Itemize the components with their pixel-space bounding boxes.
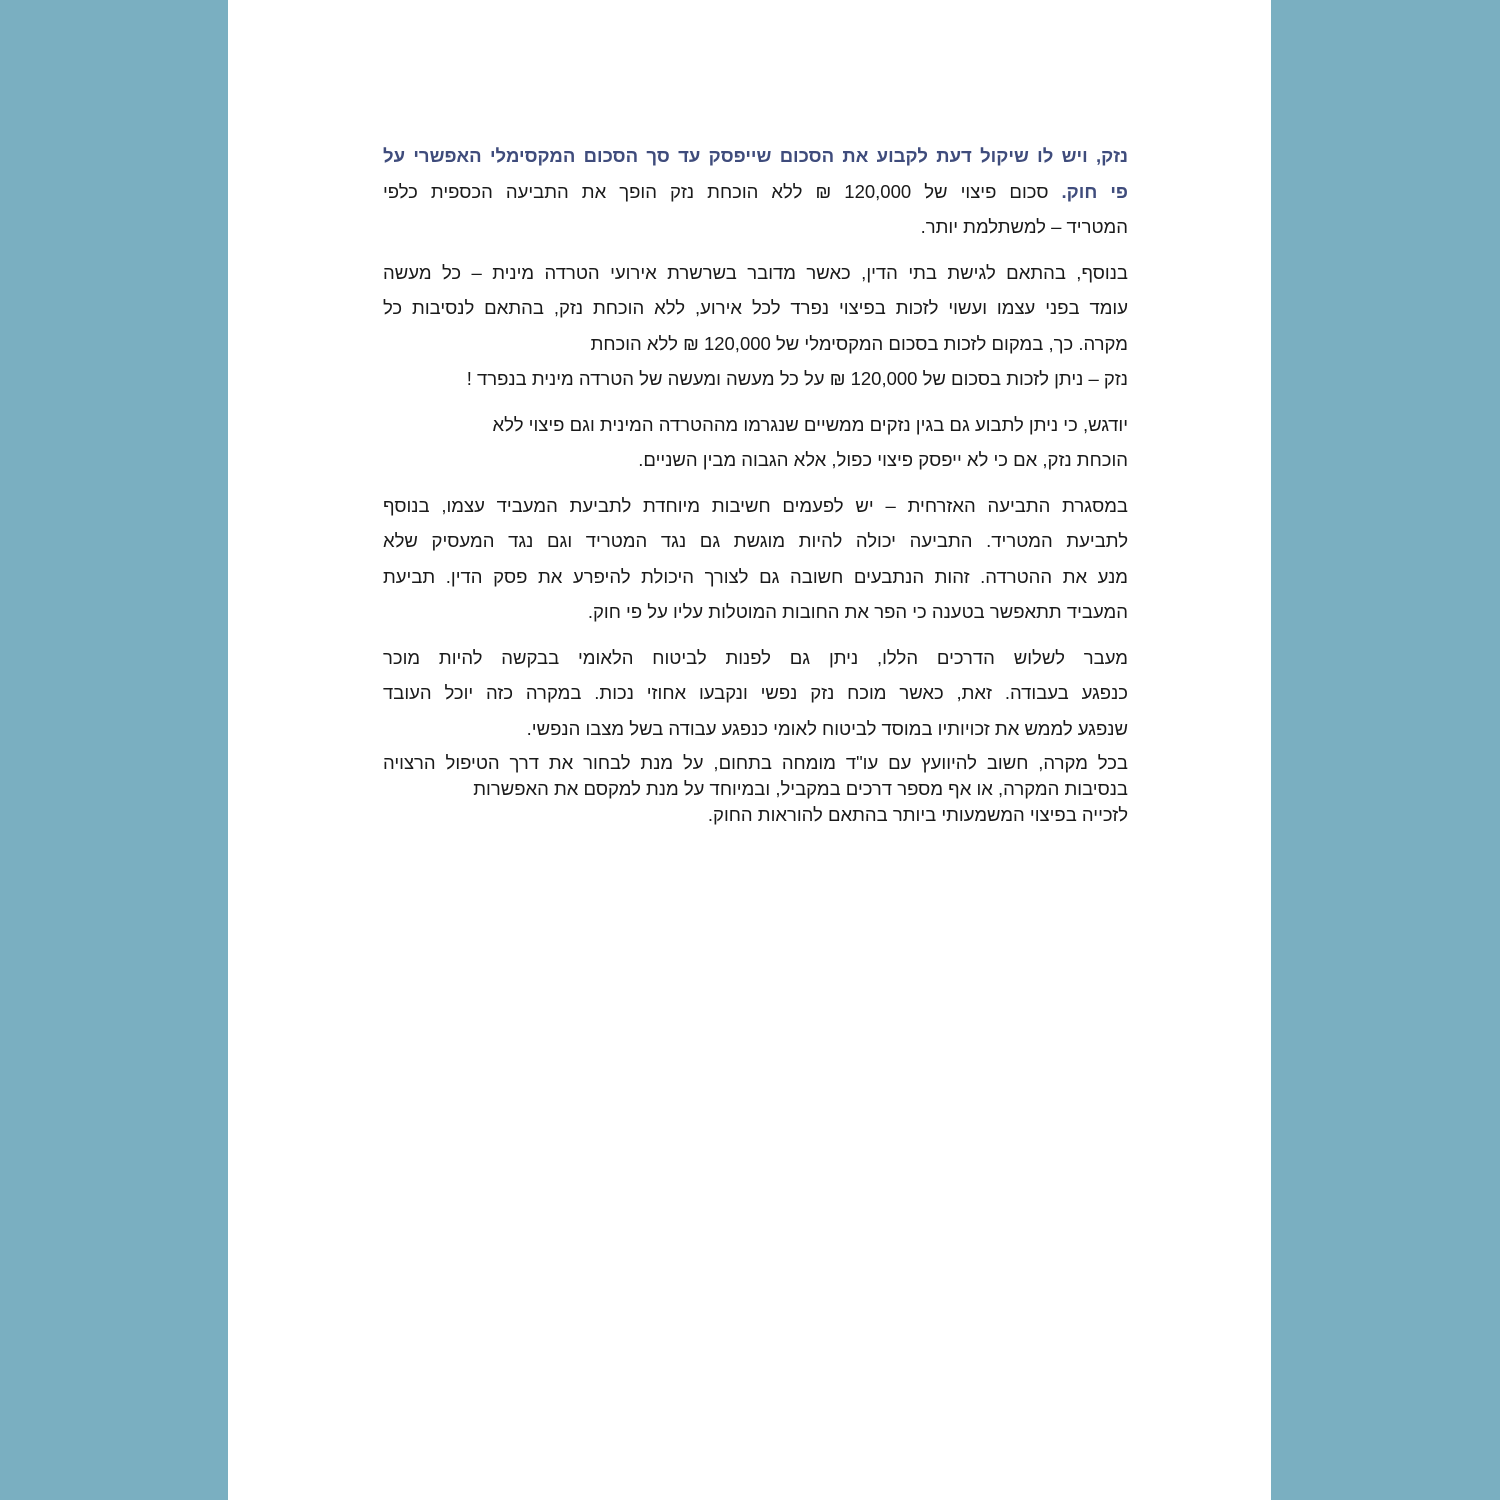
- body-text: סכום פיצוי של 120,000 ₪ ללא הוכחת נזק הופך את התביעה הכספית כלפי: [383, 180, 1062, 202]
- body-text: עומד בפני עצמו ועשוי לזכות בפיצוי נפרד לכל אירוע, ללא הוכחת נזק, בהתאם לנסיבות כל: [383, 297, 1128, 318]
- text-line: [383, 523, 1128, 559]
- body-text: לתביעת המטריד. התביעה יכולה להיות מוגשת גם נגד המטריד וגם נגד המעסיק שלא: [383, 530, 1128, 551]
- text-line: [383, 138, 1128, 174]
- body-text: לזכייה בפיצוי המשמעותי ביותר בהתאם להוראות החוק.: [707, 804, 1128, 825]
- text-line: [383, 174, 1128, 210]
- body-text: מנע את ההטרדה. זהות הנתבעים חשובה גם לצורך היכולת להיפרע את פסק הדין. תביעת: [383, 565, 1128, 587]
- highlighted-text: נזק, ויש לו שיקול דעת לקבוע את הסכום שייפסק עד סך הסכום המקסימלי האפשרי על: [383, 145, 1128, 166]
- body-text: הוכחת נזק, אם כי לא ייפסק פיצוי כפול, אלא הגבוה מבין השניים.: [638, 449, 1128, 470]
- text-line: [383, 776, 1128, 802]
- body-text: המטריד – למשתלמת יותר.: [920, 216, 1128, 237]
- text-line: [383, 488, 1128, 524]
- body-text: בכל מקרה, חשוב להיוועץ עם עו"ד מומחה בתחום, על מנת לבחור את דרך הטיפול הרצויה: [383, 752, 1128, 773]
- body-text: במסגרת התביעה האזרחית – יש לפעמים חשיבות מיוחדת לתביעת המעביד עצמו, בנוסף: [383, 494, 1128, 516]
- text-line: [383, 711, 1128, 747]
- body-text: המעביד תתאפשר בטענה כי הפר את החובות המוטלות עליו על פי חוק.: [587, 601, 1128, 622]
- body-text: מקרה. כך, במקום לזכות בסכום המקסימלי של 120,000 ₪ ללא הוכחת: [590, 332, 1128, 354]
- text-line: [383, 750, 1128, 776]
- body-text: מעבר לשלוש הדרכים הללו, ניתן גם לפנות לביטוח הלאומי בבקשה להיות מוכר: [383, 646, 1128, 668]
- text-line: [383, 290, 1128, 326]
- body-text: שנפגע לממש את זכויותיו במוסד לביטוח לאומי כנפגע עבודה בשל מצבו הנפשי.: [526, 717, 1128, 739]
- text-line: [383, 802, 1128, 828]
- text-line: [383, 675, 1128, 711]
- body-text: בנוסף, בהתאם לגישת בתי הדין, כאשר מדובר בשרשרת אירועי הטרדה מינית – כל מעשה: [383, 261, 1128, 283]
- paragraph-3: [383, 407, 1128, 478]
- text-line: [383, 559, 1128, 595]
- text-line: [383, 442, 1128, 478]
- paragraph-6: [383, 750, 1128, 828]
- body-text: נזק – ניתן לזכות בסכום של 120,000 ₪ על כל מעשה ומעשה של הטרדה מינית בנפרד !: [466, 368, 1128, 389]
- text-line: [383, 407, 1128, 443]
- body-text: כנפגע בעבודה. זאת, כאשר מוכח נזק נפשי ונקבעו אחוזי נכות. במקרה כזה יוכל העובד: [383, 682, 1128, 703]
- paragraph-2: [383, 255, 1128, 397]
- text-line: [383, 209, 1128, 245]
- paragraph-1: [383, 138, 1128, 245]
- body-text: בנסיבות המקרה, או אף מספר דרכים במקביל, ובמיוחד על מנת למקסם את האפשרות: [473, 778, 1128, 799]
- text-line: [383, 326, 1128, 362]
- text-line: [383, 640, 1128, 676]
- document-page: [228, 0, 1271, 1500]
- document-body: [383, 138, 1128, 838]
- text-line: [383, 594, 1128, 630]
- highlighted-text: פי חוק.: [1061, 180, 1128, 202]
- text-line: [383, 255, 1128, 291]
- paragraph-5: [383, 640, 1128, 747]
- body-text: יודגש, כי ניתן לתבוע גם בגין נזקים ממשיים שנגרמו מההטרדה המינית וגם פיצוי ללא: [492, 413, 1128, 435]
- paragraph-4: [383, 488, 1128, 630]
- text-line: [383, 361, 1128, 397]
